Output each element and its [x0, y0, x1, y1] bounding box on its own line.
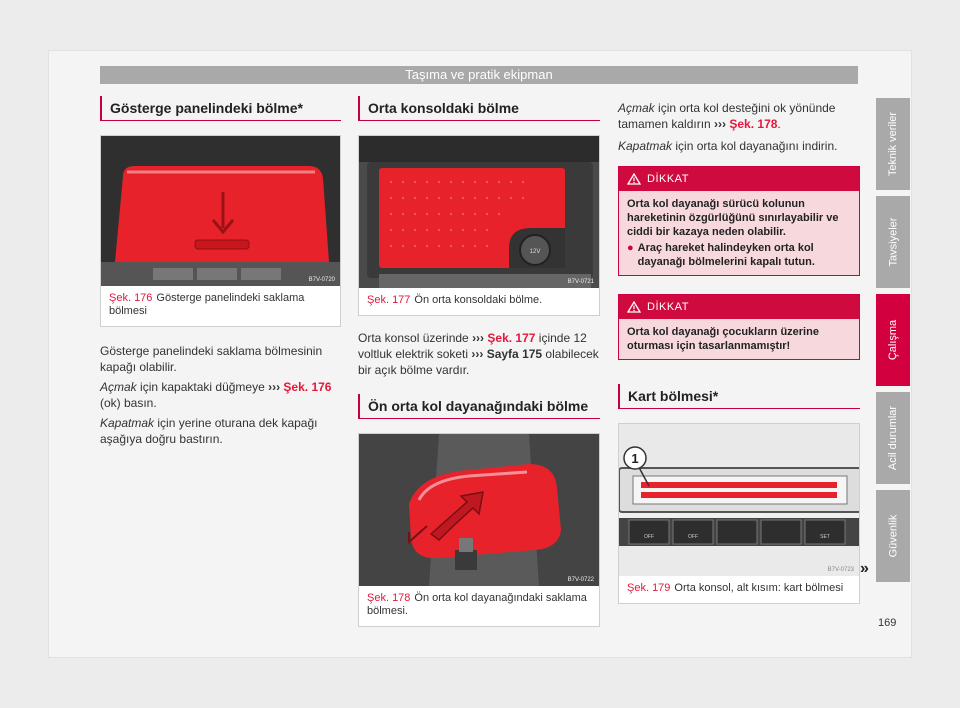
chapter-header: Taşıma ve pratik ekipman — [100, 66, 858, 84]
warning-header: DİKKAT — [619, 167, 859, 191]
warning-box-2 — [618, 294, 860, 360]
figure-link[interactable]: Şek. 176 — [280, 380, 332, 394]
paragraph: Orta konsol üzerinde ››› Şek. 177 içinde 12 voltluk elektrik soketi ››› Sayfa 175 olabilecek bir açık bölme vardır. — [358, 331, 599, 377]
figure-179 — [618, 423, 860, 604]
figure-caption — [101, 286, 340, 326]
marker-label: 1 — [631, 451, 639, 466]
paragraph: Kapatmak için orta kol dayanağını indirin. — [618, 139, 838, 153]
card-compartment-image — [619, 424, 859, 576]
warning-body: Orta kol dayanağı sürücü kolunun hareketinin özgürlüğünü sınırlayabilir ve ciddi bir kazaya neden olabilir. ● Araç hareket halindeyken orta kol dayanağı bölmelerini kapalı tutun. — [619, 191, 859, 275]
figure-caption — [359, 586, 599, 626]
section-title-center-console: Orta konsoldaki bölme — [358, 96, 600, 121]
figure-code: B7V-0720 — [308, 277, 335, 283]
figure-ref: Şek. 177 — [367, 294, 411, 306]
button-label: SET — [820, 534, 830, 540]
figure-link[interactable]: Şek. 177 — [484, 331, 536, 345]
tab-acil-durumlar[interactable]: Acil durumlar — [876, 392, 910, 484]
caption-text: Gösterge panelindeki saklama bölmesi — [109, 292, 305, 317]
caption-text: Ön orta kol dayanağındaki saklama bölmesi. — [367, 592, 587, 617]
tab-teknik-veriler[interactable]: Teknik veriler — [876, 98, 910, 190]
caption-text: Orta konsol, alt kısım: kart bölmesi — [674, 582, 844, 594]
section-title-card-compartment: Kart bölmesi* — [618, 384, 860, 409]
figure-code: B7V-0721 — [567, 279, 594, 285]
column-3 — [618, 100, 860, 604]
column-1 — [100, 96, 341, 451]
figure-177 — [358, 135, 600, 316]
page-number: 169 — [878, 617, 897, 629]
tab-calisma[interactable]: Çalışma — [876, 294, 910, 386]
warning-bullet: ● Araç hareket halindeyken orta kol dayanağı bölmelerini kapalı tutun. — [627, 242, 815, 268]
warning-box-1 — [618, 166, 860, 276]
armrest-image — [359, 434, 599, 586]
warning-body: Orta kol dayanağı çocukların üzerine oturması için tasarlanmamıştır! — [619, 319, 859, 359]
column-2 — [358, 96, 600, 627]
figure-ref: Şek. 176 — [109, 292, 153, 304]
paragraph: Gösterge panelindeki saklama bölmesinin kapağı olabilir. — [100, 344, 323, 374]
tab-guvenlik[interactable]: Güvenlik — [876, 490, 910, 582]
figure-link[interactable]: Şek. 178 — [726, 117, 778, 131]
body-text-block — [358, 330, 600, 378]
paragraph: Açmak için orta kol desteğini ok yönünde tamamen kaldırın ››› Şek. 178. — [618, 101, 836, 131]
button-label: OFF — [688, 534, 698, 540]
warning-header: DİKKAT — [619, 295, 859, 319]
button-label: OFF — [644, 534, 654, 540]
dashboard-compartment-image — [101, 136, 340, 286]
figure-176 — [100, 135, 341, 327]
figure-caption — [619, 576, 859, 603]
figure-ref: Şek. 178 — [367, 592, 411, 604]
caption-text: Ön orta konsoldaki bölme. — [414, 294, 543, 306]
paragraph: Açmak için kapaktaki düğmeye ››› Şek. 176 (ok) basın. — [100, 380, 332, 410]
center-console-image — [359, 136, 599, 288]
continue-mark: » — [860, 560, 869, 577]
warning-triangle-icon — [627, 301, 641, 313]
section-title-armrest-compartment: Ön orta kol dayanağındaki bölme — [358, 394, 600, 419]
section-title-dashboard-compartment: Gösterge panelindeki bölme* — [100, 96, 341, 121]
figure-code: B7V-0723 — [827, 567, 854, 573]
figure-code: B7V-0722 — [567, 577, 594, 583]
bullet-icon: ● — [627, 242, 634, 254]
warning-triangle-icon — [627, 173, 641, 185]
figure-caption — [359, 288, 599, 315]
body-text-block — [100, 343, 341, 447]
page-link[interactable]: Sayfa 175 — [483, 347, 543, 361]
figure-ref: Şek. 179 — [627, 582, 671, 594]
socket-label: 12V — [529, 249, 541, 255]
figure-178 — [358, 433, 600, 627]
paragraph: Kapatmak için yerine oturana dek kapağı aşağıya doğru bastırın. — [100, 416, 318, 446]
tab-tavsiyeler[interactable]: Tavsiyeler — [876, 196, 910, 288]
